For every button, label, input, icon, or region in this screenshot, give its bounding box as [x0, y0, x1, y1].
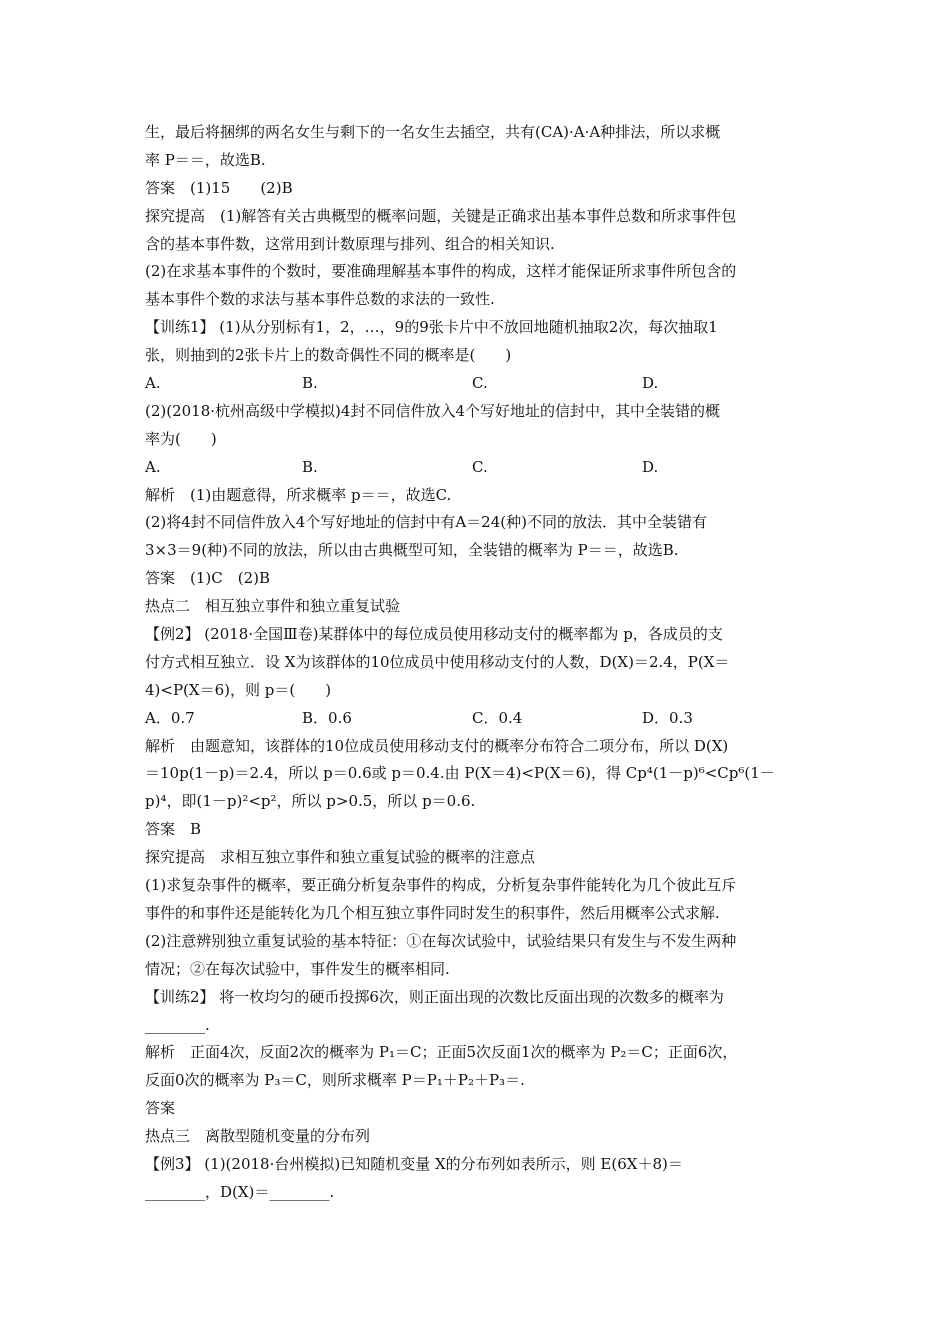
example-heading: 【例2】 (2018·全国Ⅲ卷)某群体中的每位成员使用移动支付的概率都为 p，各成员的支	[145, 625, 723, 644]
answer-line: 答案 B	[145, 820, 202, 839]
text-line: 事件的和事件还是能转化为几个相互独立事件同时发生的积事件，然后用概率公式求解.	[145, 903, 720, 922]
option-a: A.	[145, 374, 161, 393]
text-line: 率 P＝＝，故选B.	[145, 150, 266, 169]
text-line: (2)(2018·杭州高级中学模拟)4封不同信件放入4个写好地址的信封中，其中全装错的概	[145, 401, 720, 420]
section-heading: 热点二 相互独立事件和独立重复试验	[145, 597, 401, 616]
text-line: ________，D(X)＝________.	[145, 1182, 335, 1201]
section-heading: 热点三 离散型随机变量的分布列	[145, 1127, 371, 1146]
option-d: D.	[642, 457, 659, 476]
option-b: B.	[302, 457, 318, 476]
text-line: 张，则抽到的2张卡片上的数奇偶性不同的概率是( )	[145, 346, 512, 365]
text-line: 含的基本事件数，这常用到计数原理与排列、组合的相关知识.	[145, 234, 555, 253]
text-line: 付方式相互独立．设 X为该群体的10位成员中使用移动支付的人数，D(X)＝2.4，P(X＝	[145, 652, 730, 671]
text-line: 情况；②在每次试验中，事件发生的概率相同.	[145, 959, 450, 978]
option-a: A．0.7	[145, 708, 195, 727]
option-c: C.	[472, 374, 488, 393]
option-b: B．0.6	[302, 708, 352, 727]
text-line: (2)在求基本事件的个数时，要准确理解基本事件的构成，这样才能保证所求事件所包含的	[145, 262, 737, 281]
text-line: 4)<P(X＝6)，则 p＝( )	[145, 680, 332, 699]
text-line: p)⁴，即(1－p)²<p²，所以 p>0.5，所以 p＝0.6.	[145, 792, 476, 811]
text-line: 探究提高 求相互独立事件和独立重复试验的概率的注意点	[145, 848, 536, 867]
answer-options	[145, 454, 810, 482]
answer-line: 答案 (1)15 (2)B	[145, 178, 293, 197]
text-line: (2)将4封不同信件放入4个写好地址的信封中有A＝24(种)不同的放法．其中全装错有	[145, 513, 707, 532]
option-c: C．0.4	[472, 708, 523, 727]
text-line: 解析 由题意知，该群体的10位成员使用移动支付的概率分布符合二项分布，所以 D(X)	[145, 736, 729, 755]
example-heading: 【例3】 (1)(2018·台州模拟)已知随机变量 X的分布列如表所示，则 E(6X＋8)＝	[145, 1154, 683, 1173]
text-line: 探究提高 (1)解答有关古典概型的概率问题，关键是正确求出基本事件总数和所求事件包	[145, 206, 737, 225]
document-body	[145, 119, 810, 1207]
text-line: 反面0次的概率为 P₃＝C，则所求概率 P＝P₁＋P₂＋P₃＝.	[145, 1071, 525, 1090]
option-a: A.	[145, 457, 161, 476]
text-line: 解析 正面4次，反面2次的概率为 P₁＝C；正面5次反面1次的概率为 P₂＝C；正面6次，	[145, 1043, 738, 1062]
text-line: 解析 (1)由题意得，所求概率 p＝＝，故选C.	[145, 485, 452, 504]
text-line: (1)求复杂事件的概率，要正确分析复杂事件的构成，分析复杂事件能转化为几个彼此互斥	[145, 876, 737, 895]
text-line: 率为( )	[145, 429, 217, 448]
blank-line: ________.	[145, 1015, 210, 1034]
text-line: (2)注意辨别独立重复试验的基本特征：①在每次试验中，试验结果只有发生与不发生两种	[145, 931, 737, 950]
answer-line: 答案 (1)C (2)B	[145, 569, 270, 588]
answer-line: 答案	[145, 1099, 176, 1118]
option-c: C.	[472, 457, 488, 476]
option-d: D．0.3	[642, 708, 693, 727]
text-line: 生，最后将捆绑的两名女生与剩下的一名女生去插空，共有(CA)·A·A种排法，所以求概	[145, 123, 721, 141]
answer-options	[145, 705, 810, 733]
option-b: B.	[302, 374, 318, 393]
option-d: D.	[642, 374, 659, 393]
answer-options	[145, 370, 810, 398]
text-line: ＝10p(1－p)＝2.4，所以 p＝0.6或 p＝0.4.由 P(X＝4)<P(X＝6)，得 Cp⁴(1－p)⁶<Cp⁶(1－	[145, 764, 775, 783]
exercise-heading: 【训练2】 将一枚均匀的硬币投掷6次，则正面出现的次数比反面出现的次数多的概率为	[145, 987, 724, 1006]
text-line: 基本事件个数的求法与基本事件总数的求法的一致性.	[145, 290, 495, 309]
text-line: 3×3＝9(种)不同的放法，所以由古典概型可知，全装错的概率为 P＝＝，故选B.	[145, 541, 679, 560]
exercise-heading: 【训练1】 (1)从分别标有1，2，…，9的9张卡片中不放回地随机抽取2次，每次抽取1	[145, 318, 718, 337]
